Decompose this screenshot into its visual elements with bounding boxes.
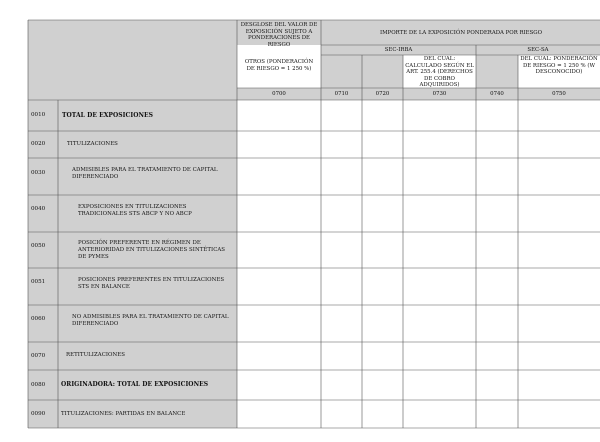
row-label: RETITULIZACIONES — [66, 352, 126, 358]
row-code: 0030 — [31, 170, 46, 176]
header-sec-sa: SEC-SA — [527, 47, 549, 53]
row-label: EXPOSICIONES EN TITULIZACIONES TRADICIONALES STS ABCP Y NO ABCP — [78, 204, 192, 217]
row-label: ADMISIBLES PARA EL TRATAMIENTO DE CAPITAL DIFERENCIADO — [72, 167, 218, 180]
row-label: TOTAL DE EXPOSICIONES — [62, 112, 154, 119]
header-otros: OTROS (PONDERACIÓN DE RIESGO = 1 250 %) — [244, 59, 314, 72]
row-code: 0080 — [31, 382, 46, 388]
row-code: 0010 — [31, 112, 46, 118]
column-code-0720: 0720 — [375, 91, 390, 97]
row-label: TITULIZACIONES — [67, 141, 118, 147]
column-code-0700: 0700 — [272, 91, 286, 97]
header-sec-irba: SEC-IRBA — [384, 47, 413, 53]
row-code: 0050 — [31, 243, 46, 249]
row-label: ORIGINADORA: TOTAL DE EXPOSICIONES — [61, 381, 209, 388]
header-del-cual-calculado: DEL CUAL: CALCULADO SEGÚN EL ART. 255.4 (DERECHOS DE COBRO ADQUIRIDOS) — [405, 56, 474, 89]
column-code-0740: 0740 — [490, 91, 504, 97]
row-label: POSICIÓN PREFERENTE EN RÉGIMEN DE ANTERIORIDAD EN TITULIZACIONES SINTÉTICAS DE PYMES — [78, 240, 226, 260]
header-desglose: DESGLOSE DEL VALOR DE EXPOSICIÓN SUJETO A PONDERACIONES DE RIESGO — [240, 22, 318, 48]
column-code-0730: 0730 — [432, 91, 447, 97]
header-importe: IMPORTE DE LA EXPOSICIÓN PONDERADA POR RIESGO — [379, 30, 543, 36]
row-label: TITULIZACIONES: PARTIDAS EN BALANCE — [61, 411, 186, 417]
row-code: 0070 — [31, 353, 46, 359]
column-code-0710: 0710 — [334, 91, 349, 97]
row-label: NO ADMISIBLES PARA EL TRATAMIENTO DE CAPITAL DIFERENCIADO — [72, 314, 229, 327]
row-code: 0051 — [31, 279, 46, 285]
row-code: 0090 — [31, 411, 46, 417]
row-code: 0060 — [31, 316, 46, 322]
row-label: POSICIONES PREFERENTES EN TITULIZACIONES STS EN BALANCE — [78, 277, 225, 290]
row-header-background — [28, 100, 237, 428]
row-code: 0020 — [31, 141, 46, 147]
column-code-0750: 0750 — [552, 91, 566, 97]
header-del-cual-ponderacion: DEL CUAL: PONDERACIÓN DE RIESGO = 1 250 % (W DESCONOCIDO) — [520, 56, 598, 76]
row-code: 0040 — [31, 206, 46, 212]
